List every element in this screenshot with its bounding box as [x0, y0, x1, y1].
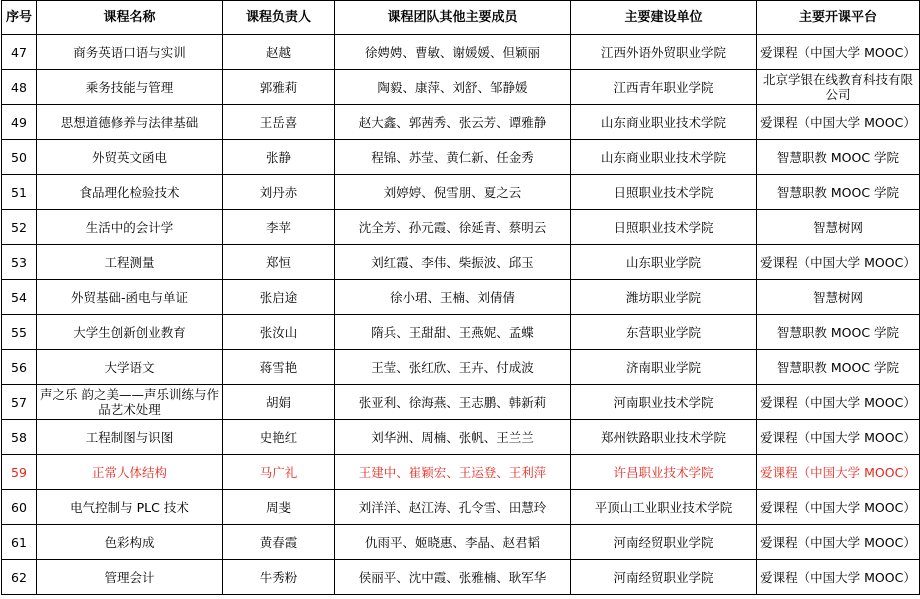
cell-platform: 智慧职教 MOOC 学院	[757, 140, 920, 175]
table-row	[2, 105, 920, 140]
cell-course-lead: 周斐	[223, 490, 335, 525]
cell-construction-unit: 山东职业学院	[571, 245, 757, 280]
cell-no: 51	[2, 175, 37, 210]
cell-construction-unit: 东营职业学院	[571, 315, 757, 350]
cell-construction-unit: 平顶山工业职业技术学院	[571, 490, 757, 525]
cell-course-name: 生活中的会计学	[37, 210, 223, 245]
cell-course-lead: 黄春霞	[223, 525, 335, 560]
cell-platform: 智慧职教 MOOC 学院	[757, 175, 920, 210]
header-course-name: 课程名称	[37, 1, 223, 35]
cell-course-lead: 李苹	[223, 210, 335, 245]
cell-team-members: 侯丽平、沈中霞、张雅楠、耿军华	[335, 560, 571, 595]
cell-platform: 爱课程（中国大学 MOOC）	[757, 35, 920, 70]
header-course-lead: 课程负责人	[223, 1, 335, 35]
cell-no: 48	[2, 70, 37, 105]
cell-course-name: 食品理化检验技术	[37, 175, 223, 210]
table-row	[2, 385, 920, 420]
table-row	[2, 490, 920, 525]
cell-construction-unit: 日照职业技术学院	[571, 175, 757, 210]
cell-team-members: 王建中、崔颖宏、王运登、王利萍	[335, 455, 571, 490]
cell-no: 58	[2, 420, 37, 455]
cell-no: 56	[2, 350, 37, 385]
cell-course-lead: 牛秀粉	[223, 560, 335, 595]
table-row	[2, 245, 920, 280]
cell-course-name: 正常人体结构	[37, 455, 223, 490]
cell-course-name: 思想道德修养与法律基础	[37, 105, 223, 140]
cell-course-name: 大学生创新创业教育	[37, 315, 223, 350]
cell-team-members: 仇雨平、姬晓惠、李晶、赵君韬	[335, 525, 571, 560]
cell-no: 49	[2, 105, 37, 140]
cell-team-members: 刘红霞、李伟、柴振波、邱玉	[335, 245, 571, 280]
cell-construction-unit: 江西外语外贸职业学院	[571, 35, 757, 70]
cell-team-members: 赵大鑫、郭茜秀、张云芳、谭雅静	[335, 105, 571, 140]
cell-no: 60	[2, 490, 37, 525]
cell-no: 57	[2, 385, 37, 420]
cell-team-members: 刘华洲、周楠、张帆、王兰兰	[335, 420, 571, 455]
cell-course-lead: 张静	[223, 140, 335, 175]
table-row	[2, 420, 920, 455]
cell-platform: 爱课程（中国大学 MOOC）	[757, 455, 920, 490]
header-platform: 主要开课平台	[757, 1, 920, 35]
cell-course-name: 管理会计	[37, 560, 223, 595]
cell-platform: 智慧树网	[757, 280, 920, 315]
table-row	[2, 140, 920, 175]
cell-course-lead: 刘丹赤	[223, 175, 335, 210]
table-header	[2, 1, 920, 35]
cell-no: 47	[2, 35, 37, 70]
cell-platform: 爱课程（中国大学 MOOC）	[757, 385, 920, 420]
cell-course-name: 外贸基础-函电与单证	[37, 280, 223, 315]
cell-no: 61	[2, 525, 37, 560]
cell-course-lead: 史艳红	[223, 420, 335, 455]
cell-no: 53	[2, 245, 37, 280]
cell-no: 54	[2, 280, 37, 315]
cell-course-lead: 张启途	[223, 280, 335, 315]
cell-course-name: 声之乐 韵之美——声乐训练与作品艺术处理	[37, 385, 223, 420]
cell-team-members: 刘洋洋、赵江涛、孔令雪、田慧玲	[335, 490, 571, 525]
cell-course-lead: 郑恒	[223, 245, 335, 280]
cell-course-lead: 王岳喜	[223, 105, 335, 140]
header-construction-unit: 主要建设单位	[571, 1, 757, 35]
cell-team-members: 沈全芳、孙元霞、徐延青、蔡明云	[335, 210, 571, 245]
table-row	[2, 315, 920, 350]
table-row	[2, 455, 920, 490]
header-team-members: 课程团队其他主要成员	[335, 1, 571, 35]
cell-course-lead: 郭雅莉	[223, 70, 335, 105]
table-row	[2, 525, 920, 560]
cell-platform: 爱课程（中国大学 MOOC）	[757, 245, 920, 280]
cell-course-lead: 张汝山	[223, 315, 335, 350]
cell-platform: 智慧职教 MOOC 学院	[757, 315, 920, 350]
cell-no: 52	[2, 210, 37, 245]
course-table	[1, 0, 920, 595]
cell-construction-unit: 日照职业技术学院	[571, 210, 757, 245]
cell-team-members: 徐小珺、王楠、刘倩倩	[335, 280, 571, 315]
cell-no: 50	[2, 140, 37, 175]
cell-platform: 智慧职教 MOOC 学院	[757, 350, 920, 385]
cell-course-name: 大学语文	[37, 350, 223, 385]
cell-team-members: 陶毅、康萍、刘舒、邹静媛	[335, 70, 571, 105]
cell-construction-unit: 济南职业学院	[571, 350, 757, 385]
cell-course-name: 工程制图与识图	[37, 420, 223, 455]
cell-construction-unit: 河南经贸职业学院	[571, 525, 757, 560]
cell-construction-unit: 江西青年职业学院	[571, 70, 757, 105]
cell-platform: 爱课程（中国大学 MOOC）	[757, 560, 920, 595]
cell-construction-unit: 许昌职业技术学院	[571, 455, 757, 490]
cell-platform: 爱课程（中国大学 MOOC）	[757, 490, 920, 525]
cell-no: 59	[2, 455, 37, 490]
cell-platform: 北京学银在线教育科技有限公司	[757, 70, 920, 105]
cell-construction-unit: 潍坊职业学院	[571, 280, 757, 315]
table-row	[2, 175, 920, 210]
cell-course-lead: 赵越	[223, 35, 335, 70]
cell-course-name: 电气控制与 PLC 技术	[37, 490, 223, 525]
table-row	[2, 210, 920, 245]
table-row	[2, 280, 920, 315]
cell-no: 55	[2, 315, 37, 350]
cell-construction-unit: 郑州铁路职业技术学院	[571, 420, 757, 455]
cell-team-members: 程锦、苏莹、黄仁新、任金秀	[335, 140, 571, 175]
cell-no: 62	[2, 560, 37, 595]
cell-course-name: 商务英语口语与实训	[37, 35, 223, 70]
cell-team-members: 张亚利、徐海燕、王志鹏、韩新莉	[335, 385, 571, 420]
header-row	[2, 1, 920, 35]
cell-platform: 爱课程（中国大学 MOOC）	[757, 420, 920, 455]
cell-course-name: 外贸英文函电	[37, 140, 223, 175]
cell-course-lead: 蒋雪艳	[223, 350, 335, 385]
cell-platform: 爱课程（中国大学 MOOC）	[757, 105, 920, 140]
cell-course-name: 色彩构成	[37, 525, 223, 560]
cell-team-members: 徐娉娉、曹敏、谢媛媛、但颖丽	[335, 35, 571, 70]
cell-course-lead: 马广礼	[223, 455, 335, 490]
header-no: 序号	[2, 1, 37, 35]
table-row	[2, 560, 920, 595]
cell-team-members: 隋兵、王甜甜、王燕妮、孟蝶	[335, 315, 571, 350]
table-row	[2, 70, 920, 105]
cell-team-members: 刘婷婷、倪雪朋、夏之云	[335, 175, 571, 210]
cell-course-name: 工程测量	[37, 245, 223, 280]
cell-course-lead: 胡娟	[223, 385, 335, 420]
cell-platform: 智慧树网	[757, 210, 920, 245]
cell-platform: 爱课程（中国大学 MOOC）	[757, 525, 920, 560]
table-row	[2, 350, 920, 385]
cell-course-name: 乘务技能与管理	[37, 70, 223, 105]
table-body	[2, 35, 920, 595]
cell-construction-unit: 山东商业职业技术学院	[571, 140, 757, 175]
cell-construction-unit: 河南职业技术学院	[571, 385, 757, 420]
cell-construction-unit: 河南经贸职业学院	[571, 560, 757, 595]
cell-team-members: 王莹、张红欣、王卉、付成波	[335, 350, 571, 385]
cell-construction-unit: 山东商业职业技术学院	[571, 105, 757, 140]
table-row	[2, 35, 920, 70]
